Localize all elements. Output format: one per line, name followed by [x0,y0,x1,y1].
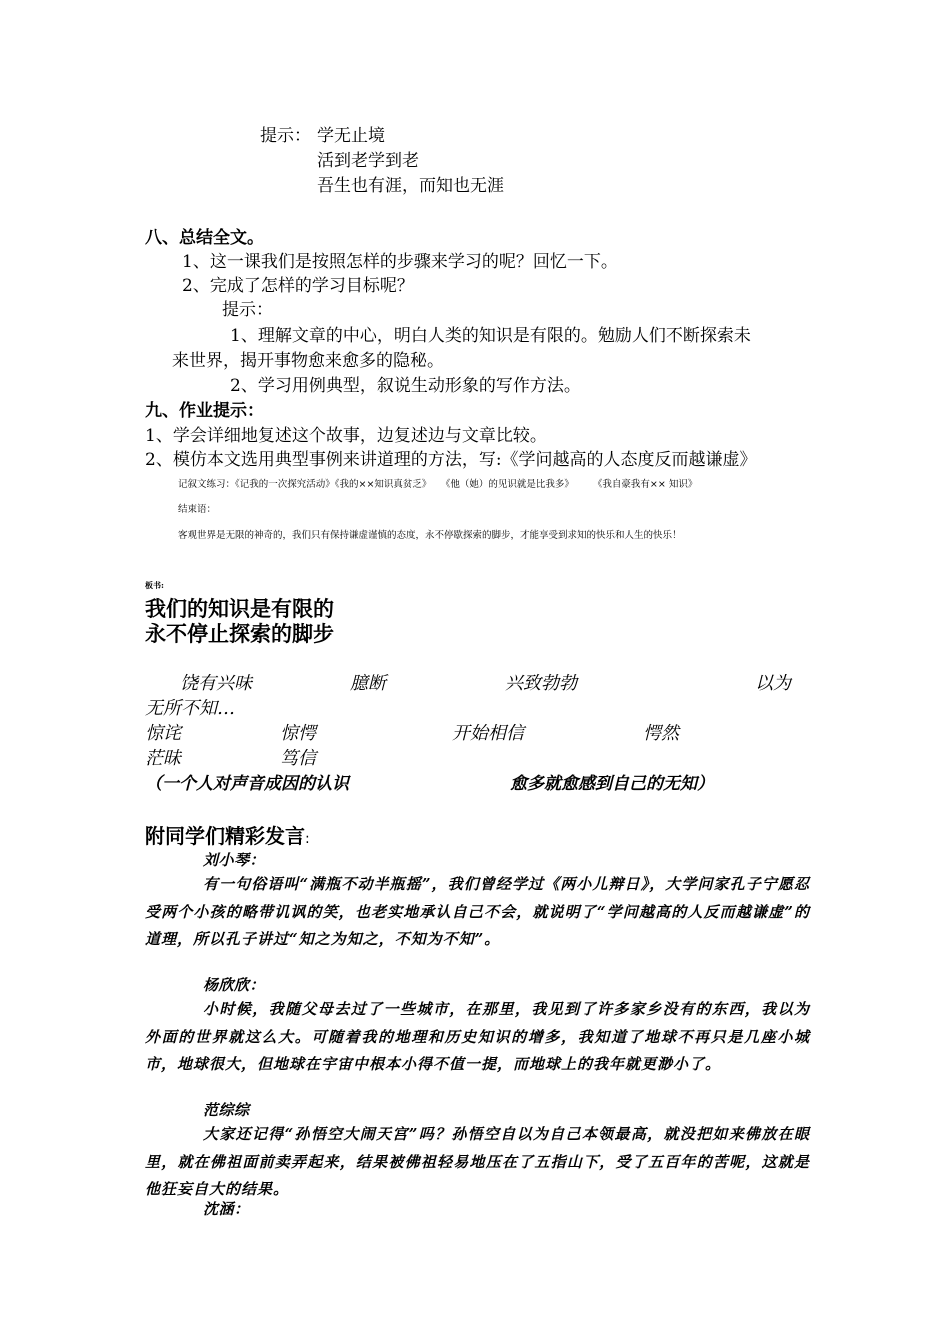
section-8-point-1b: 来世界，揭开事物愈来愈多的隐秘。 [172,351,444,371]
speech-paragraph: 大家还记得“孙悟空大闹天宫”吗？孙悟空自以为自己本领最高，就没把如来佛放在眼里，就在佛祖面前卖弄起来，结果被佛祖轻易地压在了五指山下，受了五百年的苦呢，这就是他狂妄自大的结果。 [145,1125,810,1198]
speaker-name: 范综综 [203,1101,250,1119]
board-word: 饶有兴味 [180,673,252,694]
closing-label: 结束语： [178,504,217,515]
speaker-name: 杨欣欣： [203,976,266,994]
practice-topics: 记叙文练习：《记我的一次探究活动》《我的××知识真贫乏》 《他（她）的见识就是比我多》 《我自豪我有×× 知识》 [178,479,698,490]
board-title-1: 我们的知识是有限的 [145,597,334,621]
hint-line-1: 学无止境 [317,126,385,146]
hint-label: 提示： [260,126,311,146]
board-summary-left: （一个人对声音成因的认识 [145,774,349,794]
board-word: 笃信 [280,748,316,769]
section-8-question-1: 1、这一课我们是按照怎样的步骤来学习的呢？回忆一下。 [182,252,618,272]
board-title-2: 永不停止探索的脚步 [145,622,334,646]
board-word: 兴致勃勃 [505,673,577,694]
speaker-name: 刘小琴： [203,851,266,869]
closing-text: 客观世界是无限的神奇的，我们只有保持谦虚谨慎的态度，永不停歇探索的脚步，才能享受到求知的快乐和人生的快乐！ [178,530,682,541]
board-summary-right: 愈多就愈感到自己的无知） [510,774,714,794]
speeches-heading [145,823,310,852]
speech-paragraph: 有一句俗语叫“满瓶不动半瓶摇”，我们曾经学过《两小儿辩日》，大学问家孔子宁愿忍受两个小孩的略带讥讽的笑，也老实地承认自己不会，就说明了“学问越高的人反而越谦虚”的道理，所以孔子讲过“知之为知之，不知为不知”。 [145,875,810,948]
speeches-heading-text: 附同学们精彩发言 [145,824,305,848]
board-word: 开始相信 [452,723,524,744]
board-word: 臆断 [350,673,386,694]
board-word: 惊诧 [145,723,181,744]
section-8-question-2: 2、完成了怎样的学习目标呢？ [182,276,414,296]
hint-line-3: 吾生也有涯，而知也无涯 [317,176,504,196]
board-label: 板书: [145,580,164,590]
hint-line-2: 活到老学到老 [317,151,419,171]
section-9-heading: 九、作业提示： [145,401,264,421]
section-8-point-2: 2、学习用例典型，叙说生动形象的写作方法。 [230,376,581,396]
section-8-heading: 八、总结全文。 [145,228,264,248]
speaker-name: 沈涵： [203,1200,250,1218]
speech-paragraph: 小时候，我随父母去过了一些城市，在那里，我见到了许多家乡没有的东西，我以为外面的世界就这么大。可随着我的地理和历史知识的增多，我知道了地球不再只是几座小城市，地球很大，但地球在宇宙中根本小得不值一提，而地球上的我年就更渺小了。 [145,1000,810,1073]
board-word: 以为 [755,673,791,694]
section-9-task-1: 1、学会详细地复述这个故事，边复述边与文章比较。 [145,426,547,446]
section-8-point-1a: 1、理解文章的中心，明白人类的知识是有限的。勉励人们不断探索未 [230,326,751,346]
section-8-hint-label: 提示： [222,300,273,320]
board-word: 茫昧 [145,748,181,769]
board-word: 惊愕 [280,723,316,744]
board-word: 愕然 [643,723,679,744]
board-word: 无所不知… [145,698,235,719]
section-9-task-2: 2、模仿本文选用典型事例来讲道理的方法，写:《学问越高的人态度反而越谦虚》 [145,450,757,470]
speeches-heading-colon: : [305,831,310,847]
